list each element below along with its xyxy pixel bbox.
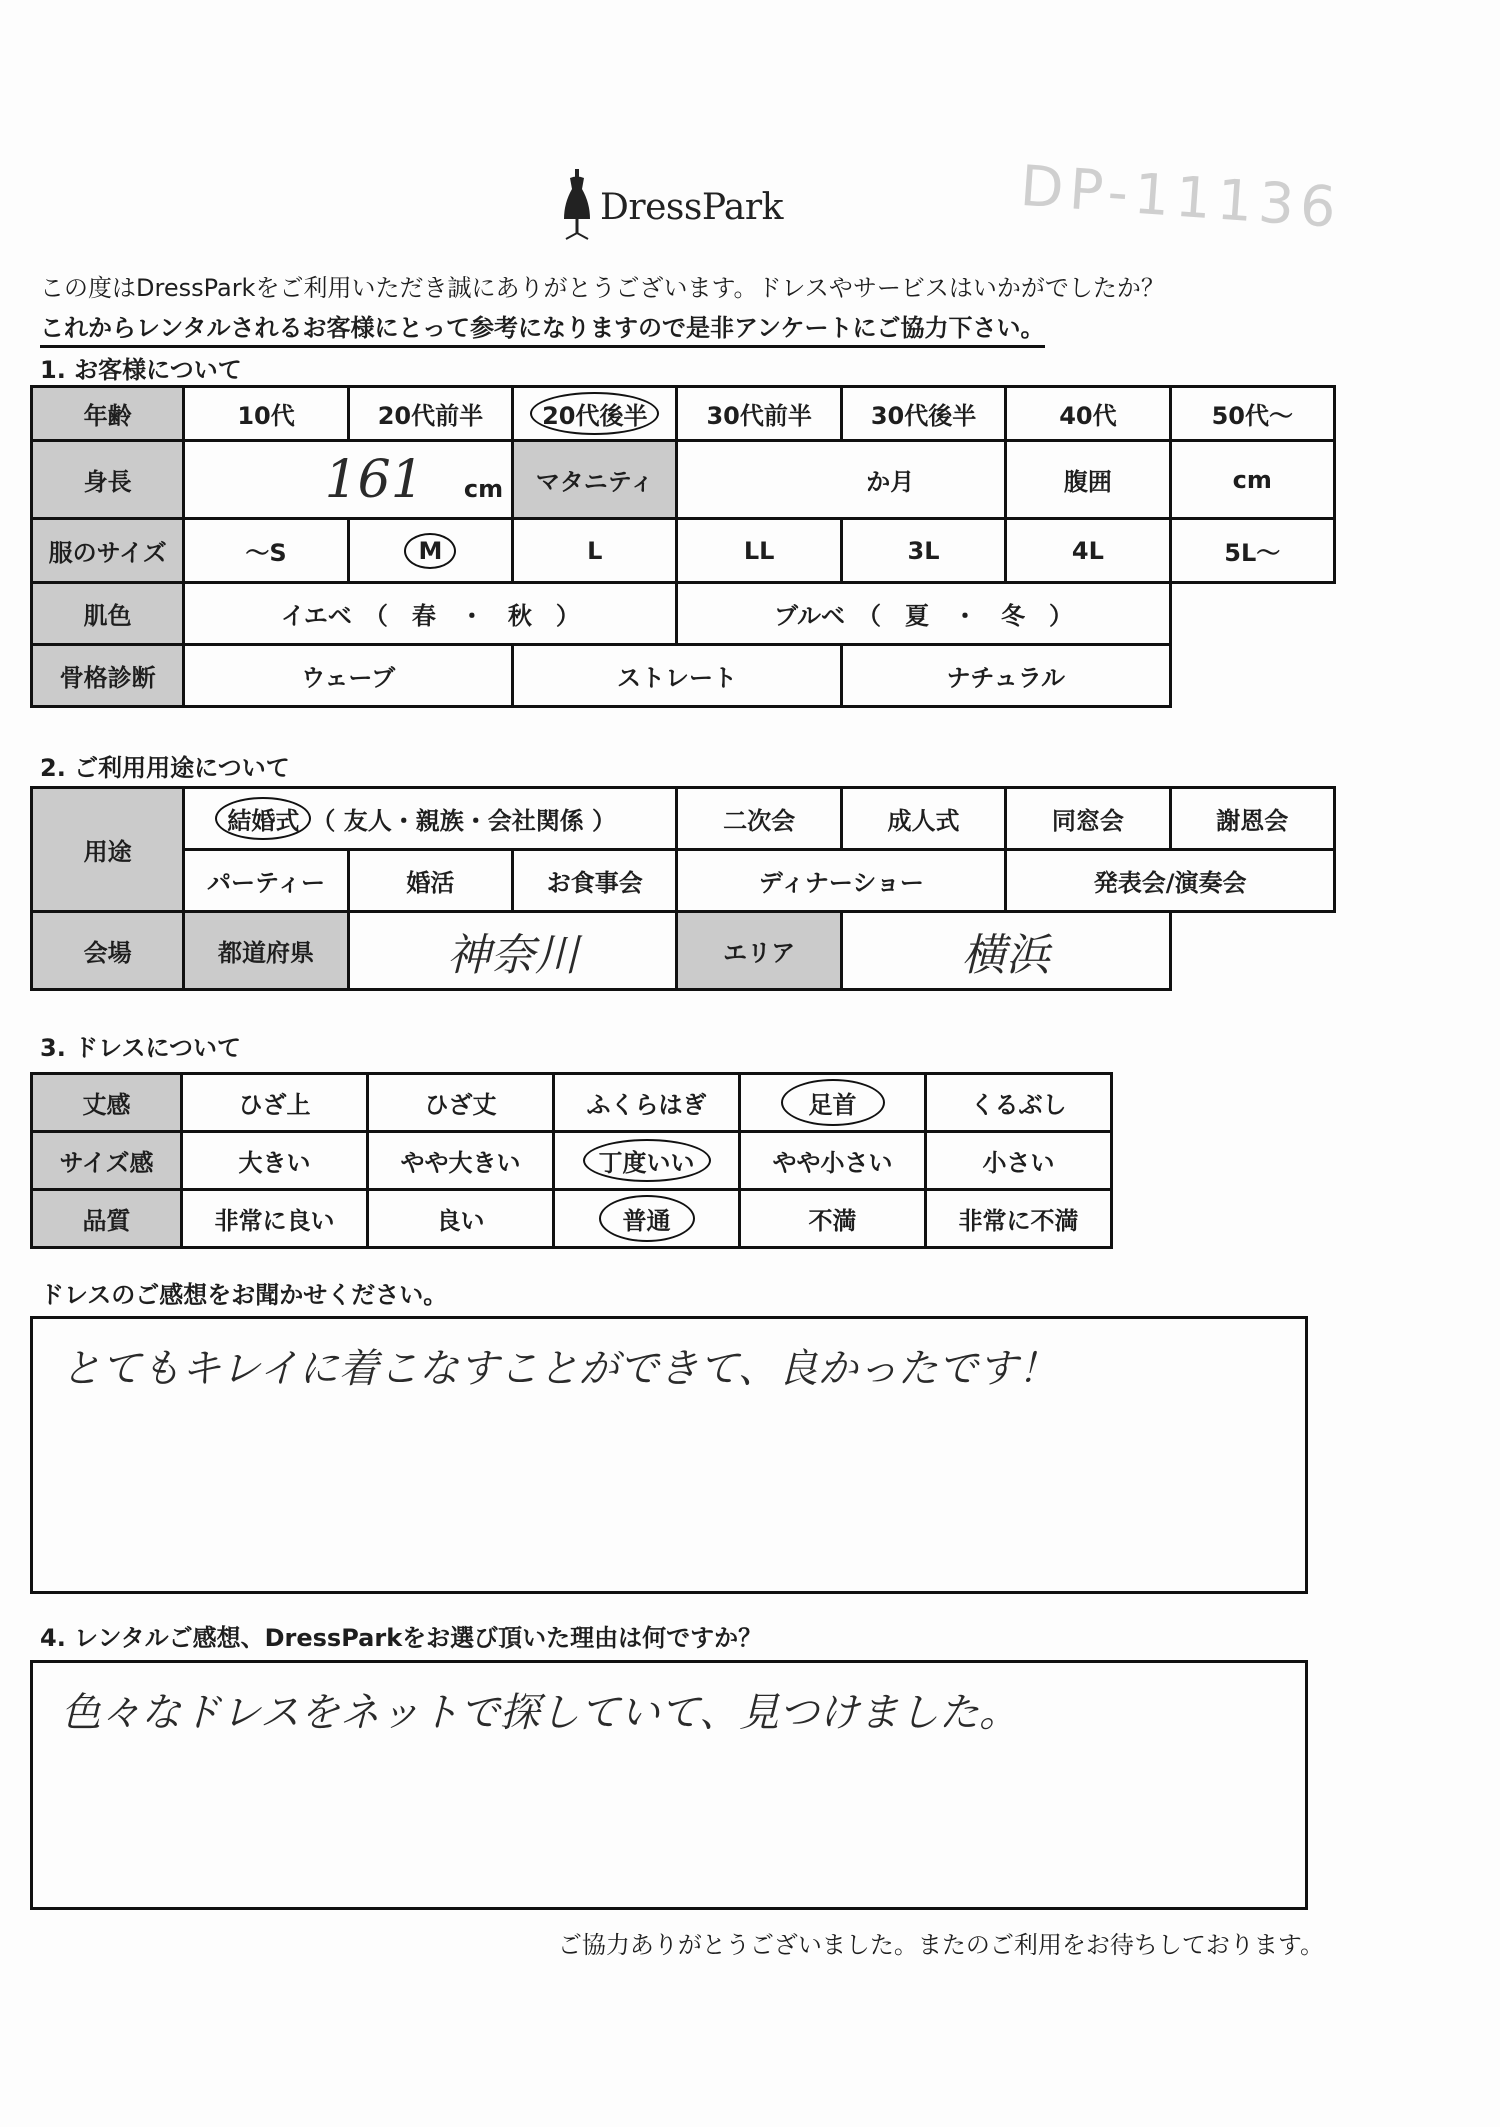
quality-option[interactable]: 非常に良い — [182, 1190, 368, 1248]
frame-option[interactable]: ナチュラル — [841, 645, 1170, 707]
closing-thanks: ご協力ありがとうございました。またのご利用をお待ちしております。 — [557, 1931, 1324, 1959]
height-unit: cm — [463, 474, 504, 503]
age-option[interactable]: 40代 — [1006, 387, 1170, 441]
reason-box[interactable] — [30, 1660, 1308, 1910]
area-label: エリア — [677, 912, 841, 990]
fit-label: サイズ感 — [32, 1132, 182, 1190]
section-3-title: 3. ドレスについて — [40, 1034, 241, 1062]
length-option[interactable]: ふくらはぎ — [554, 1074, 740, 1132]
venue-label: 会場 — [32, 912, 184, 990]
length-option[interactable]: ひざ上 — [182, 1074, 368, 1132]
waist-unit[interactable]: cm — [1170, 441, 1334, 519]
skin-label: 肌色 — [32, 583, 184, 645]
skin-yellow-option[interactable]: イエベ （ 春 ・ 秋 ） — [184, 583, 677, 645]
selection-circle: M — [404, 533, 456, 569]
selection-circle: 普通 — [599, 1195, 695, 1242]
wedding-option[interactable] — [184, 788, 677, 850]
size-option[interactable]: 4L — [1006, 519, 1170, 583]
quality-option-selected[interactable] — [554, 1190, 740, 1248]
reason-answer: 色々なドレスをネットで探していて、見つけました。 — [61, 1690, 1019, 1736]
fit-option[interactable]: 小さい — [926, 1132, 1112, 1190]
comment-prompt: ドレスのご感想をお聞かせください。 — [40, 1281, 448, 1309]
prefecture-value: 神奈川 — [446, 929, 579, 981]
purpose-option[interactable]: 謝恩会 — [1170, 788, 1334, 850]
quality-label: 品質 — [32, 1190, 182, 1248]
wedding-relation: （ 友人・親族・会社関係 ） — [311, 807, 617, 835]
dress-table — [30, 1072, 1113, 1249]
purpose-option[interactable]: ディナーショー — [677, 850, 1006, 912]
frame-label: 骨格診断 — [32, 645, 184, 707]
customer-table — [30, 385, 1336, 708]
reference-stamp: DP-11136 — [1018, 153, 1344, 242]
section-1-title: 1. お客様について — [40, 356, 242, 384]
purpose-option[interactable]: お食事会 — [513, 850, 677, 912]
intro-text: この度はDressParkをご利用いただき誠にありがとうございます。ドレスやサービスはいかがでしたか？ — [40, 274, 1165, 302]
dresspark-logo — [560, 165, 800, 245]
length-option[interactable]: ひざ丈 — [368, 1074, 554, 1132]
comment-box[interactable] — [30, 1316, 1308, 1594]
selection-circle: 足首 — [781, 1079, 885, 1126]
size-option-selected[interactable] — [348, 519, 512, 583]
fit-option[interactable]: やや大きい — [368, 1132, 554, 1190]
purpose-option[interactable]: 成人式 — [841, 788, 1005, 850]
dress-form-icon — [560, 169, 594, 241]
age-option[interactable]: 50代〜 — [1170, 387, 1334, 441]
intro-request: これからレンタルされるお客様にとって参考になりますので是非アンケートにご協力下さい。 — [40, 308, 1045, 348]
quality-option[interactable]: 良い — [368, 1190, 554, 1248]
prefecture-field[interactable] — [348, 912, 677, 990]
maternity-months-field[interactable]: か月 — [677, 441, 1006, 519]
length-option[interactable]: くるぶし — [926, 1074, 1112, 1132]
purpose-label: 用途 — [32, 788, 184, 912]
fit-option[interactable]: 大きい — [182, 1132, 368, 1190]
age-option[interactable]: 30代後半 — [841, 387, 1005, 441]
quality-option[interactable]: 非常に不満 — [926, 1190, 1112, 1248]
size-option[interactable]: 〜S — [184, 519, 348, 583]
brand-name: DressPark — [600, 187, 783, 228]
size-option[interactable]: L — [513, 519, 677, 583]
age-option[interactable]: 10代 — [184, 387, 348, 441]
height-label: 身長 — [32, 441, 184, 519]
usage-table — [30, 786, 1336, 991]
purpose-option[interactable]: パーティー — [184, 850, 348, 912]
height-value: 161 — [324, 449, 424, 510]
purpose-option[interactable]: 同窓会 — [1006, 788, 1170, 850]
age-option-selected[interactable] — [513, 387, 677, 441]
skin-blue-option[interactable]: ブルベ （ 夏 ・ 冬 ） — [677, 583, 1170, 645]
maternity-label: マタニティ — [513, 441, 677, 519]
frame-option[interactable]: ウェーブ — [184, 645, 513, 707]
fit-option-selected[interactable] — [554, 1132, 740, 1190]
comment-answer: とてもキレイに着こなすことができて、良かったです！ — [61, 1346, 1058, 1392]
size-option[interactable]: LL — [677, 519, 841, 583]
height-field[interactable] — [184, 441, 513, 519]
purpose-option[interactable]: 二次会 — [677, 788, 841, 850]
selection-circle: 丁度いい — [583, 1139, 711, 1182]
frame-option[interactable]: ストレート — [513, 645, 842, 707]
size-option[interactable]: 3L — [841, 519, 1005, 583]
selection-circle: 結婚式 — [215, 797, 311, 840]
area-value: 横浜 — [961, 929, 1050, 981]
size-option[interactable]: 5L〜 — [1170, 519, 1334, 583]
length-label: 丈感 — [32, 1074, 182, 1132]
length-option-selected[interactable] — [740, 1074, 926, 1132]
section-2-title: 2. ご利用用途について — [40, 754, 290, 782]
purpose-option[interactable]: 発表会/演奏会 — [1006, 850, 1335, 912]
prefecture-label: 都道府県 — [184, 912, 348, 990]
purpose-option[interactable]: 婚活 — [348, 850, 512, 912]
waist-label: 腹囲 — [1006, 441, 1170, 519]
quality-option[interactable]: 不満 — [740, 1190, 926, 1248]
size-label: 服のサイズ — [32, 519, 184, 583]
age-option[interactable]: 30代前半 — [677, 387, 841, 441]
fit-option[interactable]: やや小さい — [740, 1132, 926, 1190]
age-option[interactable]: 20代前半 — [348, 387, 512, 441]
selection-circle: 20代後半 — [530, 392, 659, 435]
area-field[interactable] — [841, 912, 1170, 990]
question-4-title: 4. レンタルご感想、DressParkをお選び頂いた理由は何ですか？ — [40, 1624, 763, 1652]
age-label: 年齢 — [32, 387, 184, 441]
